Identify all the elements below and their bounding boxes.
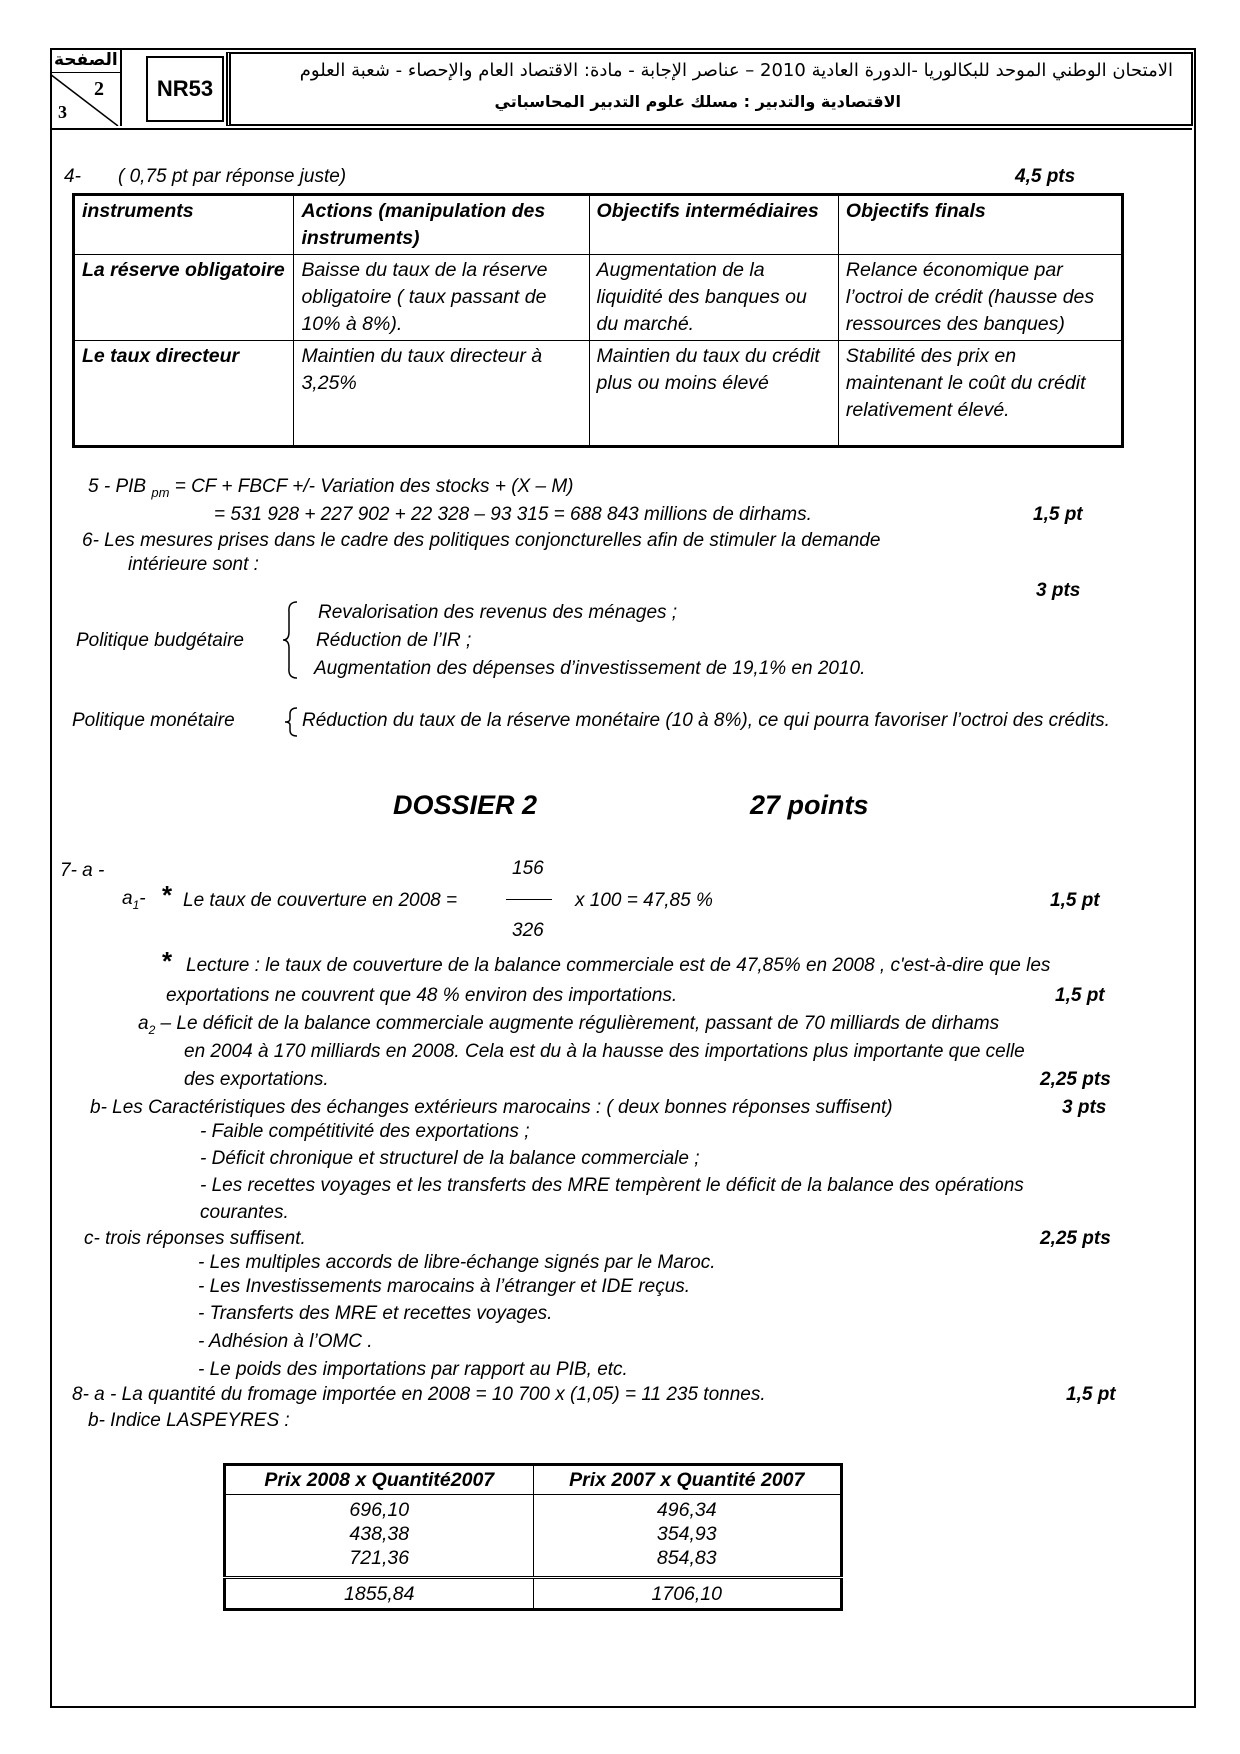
- table-cell: 1855,84: [225, 1578, 534, 1610]
- table-row: [225, 1546, 842, 1578]
- lecture-line2: exportations ne couvrent que 48 % environ des importations.: [166, 985, 678, 1006]
- q5-calculation: = 531 928 + 227 902 + 22 328 – 93 315 = 688 843 millions de dirhams.: [214, 504, 812, 525]
- q8a-line: 8- a - La quantité du fromage importée en 2008 = 10 700 x (1,05) = 11 235 tonnes.: [72, 1384, 766, 1405]
- table-cell: 1706,10: [533, 1578, 842, 1610]
- table-cell: 721,36: [225, 1546, 534, 1578]
- table-header-cell: Actions (manipulation des instruments): [294, 195, 589, 255]
- q6-line2: intérieure sont :: [128, 554, 259, 575]
- table-cell: La réserve obligatoire: [74, 255, 294, 341]
- q7c-item: - Les Investissements marocains à l’étranger et IDE reçus.: [198, 1276, 691, 1297]
- a1-bullet: *: [162, 880, 173, 910]
- table-header-cell: Objectifs finals: [838, 195, 1122, 255]
- q7b-item-cont: courantes.: [200, 1202, 289, 1223]
- dossier-points: 27 points: [750, 790, 869, 820]
- q7b-points: 3 pts: [1062, 1097, 1107, 1118]
- a2-label: a: [138, 1013, 149, 1034]
- q4-number: 4-: [64, 166, 81, 187]
- table-cell: Stabilité des prix en maintenant le coût du crédit relativement élevé.: [838, 341, 1122, 447]
- q7-a1: [122, 888, 146, 912]
- table-header-cell: instruments: [74, 195, 294, 255]
- table-cell: Augmentation de la liquidité des banques ou du marché.: [589, 255, 838, 341]
- q6-points: 3 pts: [1036, 580, 1081, 601]
- exam-title-line1: الامتحان الوطني الموحد للبكالوريا -الدورة العادية 2010 – عناصر الإجابة - مادة: الاقتصاد العام والإحصاء - شعبة العلوم: [299, 60, 1173, 81]
- q7b-item: - Faible compétitivité des exportations ;: [200, 1121, 530, 1142]
- lecture-bullet: *: [162, 946, 173, 976]
- page-number: 2: [94, 78, 104, 100]
- dossier-title: DOSSIER 2: [393, 790, 538, 820]
- exam-title-box: [226, 52, 1193, 126]
- table-header-cell: Prix 2007 x Quantité 2007: [533, 1465, 842, 1495]
- a2-points: 2,25 pts: [1040, 1069, 1111, 1090]
- q4-points: 4,5 pts: [1015, 166, 1076, 187]
- table-cell: 696,10: [225, 1495, 534, 1523]
- table-header-cell: Objectifs intermédiaires: [589, 195, 838, 255]
- table-cell: Le taux directeur: [74, 341, 294, 447]
- table-row: [74, 341, 1123, 447]
- a1-text: Le taux de couverture en 2008 =: [183, 890, 458, 911]
- q7b-item: - Les recettes voyages et les transferts des MRE tempèrent le déficit de la balance des opérations: [200, 1175, 1024, 1196]
- table-total-row: [225, 1578, 842, 1610]
- q5-points: 1,5 pt: [1033, 504, 1083, 525]
- a2-subscript: 2: [148, 1022, 156, 1037]
- a2-line2: en 2004 à 170 milliards en 2008. Cela est du à la hausse des importations plus importante que celle: [184, 1041, 1025, 1062]
- page-number-box: [50, 48, 122, 126]
- fraction-bar: [506, 899, 552, 900]
- q7c-item: - Les multiples accords de libre-échange signés par le Maroc.: [198, 1252, 716, 1273]
- q5-formula-text: = CF + FBCF +/- Variation des stocks + (X – M): [174, 476, 574, 497]
- a1-label: a: [122, 888, 133, 909]
- monetary-policy-label: Politique monétaire: [72, 710, 235, 731]
- table-header-row: [74, 195, 1123, 255]
- a1-subscript: 1: [132, 897, 140, 912]
- q5-subscript: pm: [151, 484, 170, 500]
- q5-prefix: 5 - PIB: [88, 476, 147, 497]
- exam-code: NR53: [146, 56, 224, 122]
- table-cell: Baisse du taux de la réserve obligatoire ( taux passant de 10% à 8%).: [294, 255, 589, 341]
- table-row: [74, 255, 1123, 341]
- budget-item: Revalorisation des revenus des ménages ;: [318, 602, 678, 623]
- coverage-numerator: 156: [512, 858, 544, 879]
- q4-note: ( 0,75 pt par réponse juste): [118, 166, 347, 187]
- table-header-row: [225, 1465, 842, 1495]
- budget-item: Réduction de l’IR ;: [316, 630, 472, 651]
- q7c-item: - Transferts des MRE et recettes voyages.: [198, 1303, 553, 1324]
- exam-title-line2: الاقتصادية والتدبير : مسلك علوم التدبير المحاسباتي: [494, 92, 901, 111]
- lecture-points: 1,5 pt: [1055, 985, 1105, 1006]
- q7b-item: - Déficit chronique et structurel de la balance commerciale ;: [200, 1148, 700, 1169]
- q7c-line: c- trois réponses suffisent.: [84, 1228, 306, 1249]
- table-cell: Maintien du taux du crédit plus ou moins élevé: [589, 341, 838, 447]
- monetary-item: Réduction du taux de la réserve monétaire (10 à 8%), ce qui pourra favoriser l’octroi des crédits.: [302, 710, 1110, 731]
- a2-line1: – Le déficit de la balance commerciale augmente régulièrement, passant de 70 milliards de dirhams: [160, 1013, 1000, 1034]
- q7b-line: b- Les Caractéristiques des échanges extérieurs marocains : ( deux bonnes réponses suffisent): [90, 1097, 893, 1118]
- page-label: الصفحة: [54, 50, 118, 70]
- budget-policy-label: Politique budgétaire: [76, 630, 244, 651]
- q7-number: 7- a -: [60, 860, 105, 881]
- table-cell: Relance économique par l’octroi de crédit (hausse des ressources des banques): [838, 255, 1122, 341]
- page-total: 3: [58, 102, 67, 122]
- a1-dash: -: [139, 888, 146, 909]
- laspeyres-table: [223, 1463, 843, 1611]
- table-row: [225, 1522, 842, 1546]
- table-cell: Maintien du taux directeur à 3,25%: [294, 341, 589, 447]
- monetary-brace: [284, 706, 300, 738]
- table-cell: 496,34: [533, 1495, 842, 1523]
- table-cell: 354,93: [533, 1522, 842, 1546]
- lecture-line1: Lecture : le taux de couverture de la balance commerciale est de 47,85% en 2008 , c'est-à-dire que les: [186, 955, 1051, 976]
- q7c-points: 2,25 pts: [1040, 1228, 1111, 1249]
- table-row: [225, 1495, 842, 1523]
- page-header: [50, 48, 1192, 130]
- budget-item: Augmentation des dépenses d’investissement de 19,1% en 2010.: [314, 658, 866, 679]
- budget-brace: [282, 600, 300, 680]
- q7c-item: - Adhésion à l’OMC .: [198, 1331, 373, 1352]
- a1-result: x 100 = 47,85 %: [575, 890, 713, 911]
- table-header-cell: Prix 2008 x Quantité2007: [225, 1465, 534, 1495]
- q7-a2: [138, 1013, 999, 1037]
- q8a-points: 1,5 pt: [1066, 1384, 1116, 1405]
- monetary-instruments-table: [72, 193, 1124, 448]
- q7c-item: - Le poids des importations par rapport au PIB, etc.: [198, 1359, 628, 1380]
- a1-points: 1,5 pt: [1050, 890, 1100, 911]
- table-cell: 854,83: [533, 1546, 842, 1578]
- q8b-line: b- Indice LASPEYRES :: [88, 1410, 290, 1431]
- q6-line1: 6- Les mesures prises dans le cadre des politiques conjoncturelles afin de stimuler la demande: [82, 530, 881, 551]
- coverage-denominator: 326: [512, 920, 544, 941]
- a2-line3: des exportations.: [184, 1069, 329, 1090]
- q5-formula: [88, 476, 574, 500]
- table-cell: 438,38: [225, 1522, 534, 1546]
